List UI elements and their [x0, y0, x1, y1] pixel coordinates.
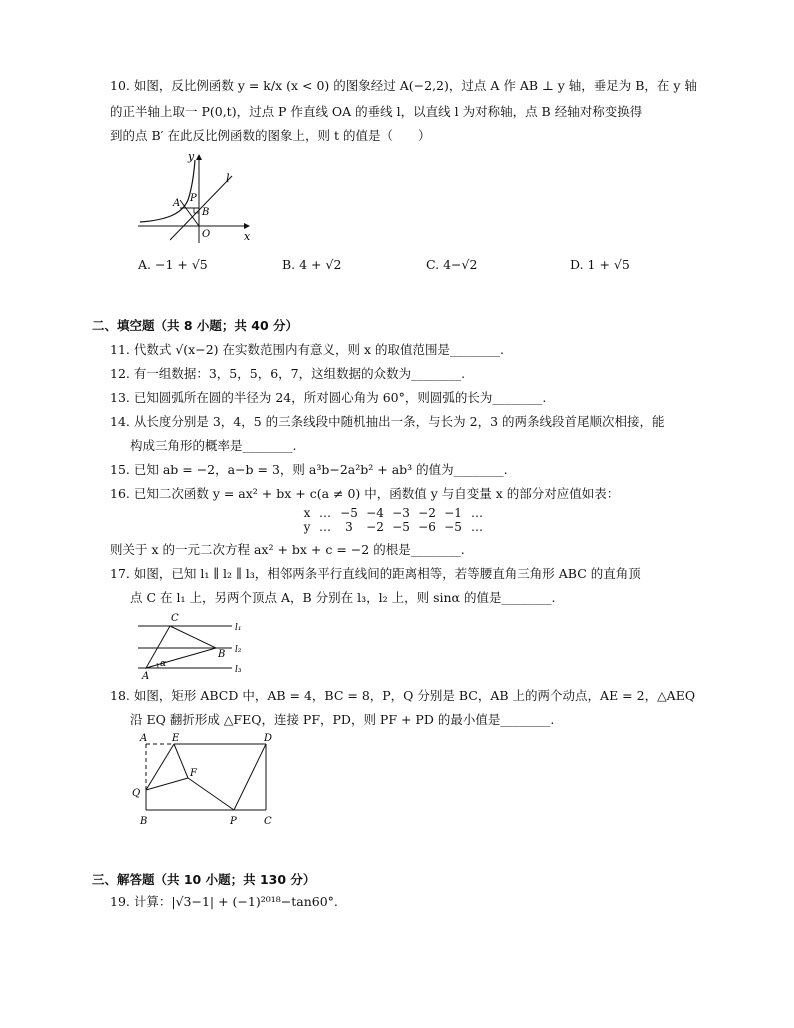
fig17-label-l1: l₁: [235, 623, 242, 633]
q18-figure: [128, 732, 288, 832]
q16-y-cell: −6: [418, 520, 436, 534]
q16-x-cell: x: [303, 506, 311, 520]
q16-table-row-y: [300, 520, 488, 534]
q16-x-cell: −2: [418, 506, 436, 520]
fig17-label-l3: l₃: [235, 665, 242, 675]
x-axis-arrow: [244, 223, 250, 229]
q18-line-1: 18. 如图，矩形 ABCD 中，AB = 4，BC = 8，P，Q 分别是 BC，AB 上的两个动点，AE = 2，△AEQ: [110, 688, 696, 703]
fig18-label-c: C: [264, 816, 272, 827]
fig18-label-e: E: [172, 733, 180, 744]
q10-line-2: 的正半轴上取一 P(0,t)，过点 P 作直线 OA 的垂线 l，以直线 l 为对称轴，点 B 经轴对称变换得: [110, 104, 643, 119]
q15: 15. 已知 ab = −2，a−b = 3，则 a³b−2a²b² + ab³ 的值为________.: [110, 462, 508, 477]
fig17-label-l2: l₂: [235, 645, 242, 655]
hyperbola-curve: [140, 160, 195, 222]
q14-line-2: 构成三角形的概率是________.: [130, 438, 297, 453]
fig10-label-p: P: [190, 193, 197, 204]
q16-table-row-x: [300, 506, 488, 520]
q13: 13. 已知圆弧所在圆的半径为 24，所对圆心角为 60°，则圆弧的长为________.: [110, 390, 547, 405]
q10-line-3: 到的点 B′ 在此反比例函数的图象上，则 t 的值是（ ）: [110, 128, 431, 143]
fig18-label-b: B: [140, 816, 148, 827]
q16-y-cell: −2: [366, 520, 384, 534]
fig17-label-a: A: [142, 671, 150, 682]
fig17-label-b: B: [218, 649, 226, 660]
q16-y-cell: …: [319, 520, 331, 534]
q16-x-cell: −4: [366, 506, 384, 520]
segment-fp: [188, 778, 234, 810]
q16-x-cell: −1: [444, 506, 462, 520]
q18-line-2: 沿 EQ 翻折形成 △FEQ，连接 PF，PD，则 PF + PD 的最小值是________.: [130, 712, 555, 727]
q10-option-c: C. 4−√2: [426, 257, 478, 272]
q16-y-cell: …: [471, 520, 483, 534]
q16-line-1: 16. 已知二次函数 y = ax² + bx + c(a ≠ 0) 中，函数值 y 与自变量 x 的部分对应值如表：: [110, 486, 620, 501]
segment-pd: [234, 744, 266, 810]
q17-figure: [134, 610, 254, 682]
y-axis-arrow: [196, 154, 202, 160]
fig17-label-alpha: α: [160, 659, 167, 669]
q10-line-1: 10. 如图，反比例函数 y = k/x (x < 0) 的图象经过 A(−2,2)，过点 A 作 AB ⊥ y 轴，垂足为 B，在 y 轴: [110, 78, 697, 93]
fig18-label-a: A: [140, 733, 148, 744]
q16-x-cell: −5: [340, 506, 358, 520]
q11: 11. 代数式 √(x−2) 在实数范围内有意义，则 x 的取值范围是________.: [110, 342, 504, 357]
fig17-label-c: C: [171, 613, 179, 624]
q16-x-cell: …: [319, 506, 331, 520]
q17-line-1: 17. 如图，已知 l₁ ∥ l₂ ∥ l₃，相邻两条平行直线间的距离相等，若等腰直角三角形 ABC 的直角顶: [110, 566, 641, 581]
angle-alpha-arc: [157, 663, 158, 668]
q10-option-b: B. 4 + √2: [282, 257, 342, 272]
q16-y-cell: 3: [345, 520, 353, 534]
q16-y-cell: −5: [392, 520, 410, 534]
q19: 19. 计算：|√3−1| + (−1)²⁰¹⁸−tan60°.: [110, 894, 338, 909]
q16-line-2: 则关于 x 的一元二次方程 ax² + bx + c = −2 的根是________.: [110, 542, 465, 557]
q10-option-a: A. −1 + √5: [138, 257, 208, 272]
q17-line-2: 点 C 在 l₁ 上，另两个顶点 A，B 分别在 l₃，l₂ 上，则 sinα 的值是________.: [130, 590, 556, 605]
fig10-label-l: l: [226, 172, 230, 185]
q16-x-cell: …: [471, 506, 483, 520]
fig18-label-p: P: [230, 816, 237, 827]
fig10-label-y: y: [188, 150, 195, 163]
q14-line-1: 14. 从长度分别是 3，4，5 的三条线段中随机抽出一条，与长为 2，3 的两条线段首尾顺次相接，能: [110, 414, 665, 429]
q10-figure: [132, 148, 262, 248]
fig10-label-b: B: [202, 207, 210, 218]
fig10-label-o: O: [202, 229, 211, 240]
segment-ef: [174, 744, 188, 778]
triangle-abc: [146, 626, 216, 668]
q16-x-cell: −3: [392, 506, 410, 520]
fig18-label-q: Q: [132, 788, 141, 799]
fig10-label-a: A: [173, 198, 181, 209]
q10-option-d: D. 1 + √5: [570, 257, 630, 272]
fig10-label-x: x: [244, 230, 251, 243]
q16-y-cell: −5: [444, 520, 462, 534]
q12: 12. 有一组数据：3，5，5，6，7，这组数据的众数为________.: [110, 366, 466, 381]
fig18-label-d: D: [264, 733, 273, 744]
section-2-heading: 二、填空题（共 8 小题；共 40 分）: [92, 318, 299, 333]
q16-y-cell: y: [303, 520, 311, 534]
section-3-heading: 三、解答题（共 10 小题；共 130 分）: [92, 872, 316, 887]
fig18-label-f: F: [190, 768, 197, 779]
